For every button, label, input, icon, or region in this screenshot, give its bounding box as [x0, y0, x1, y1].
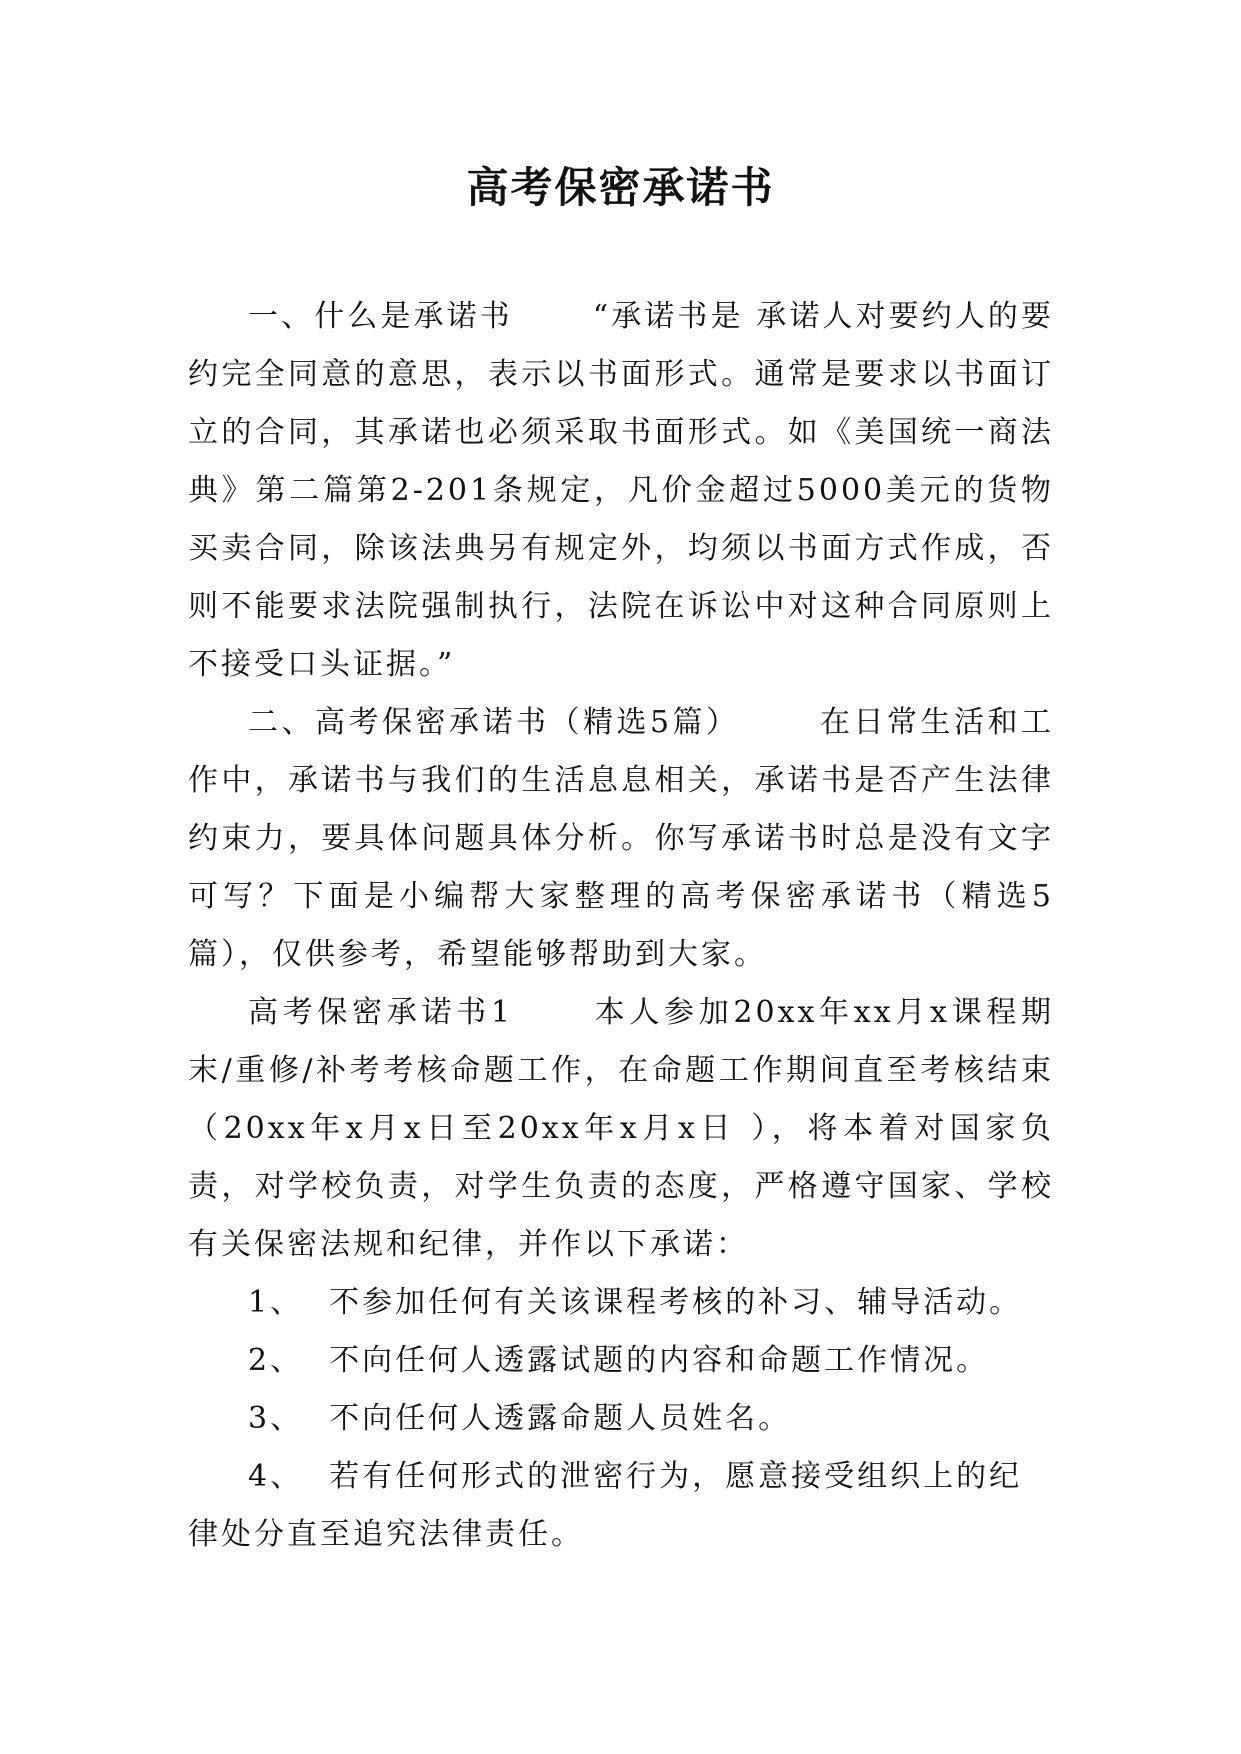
- section-selected-pledges: [188, 694, 1054, 984]
- item-text: 若有任何形式的泄密行为，愿意接受组织上的纪律处分直至追究法律责任。: [188, 1459, 1023, 1552]
- document-title: 高考保密承诺书: [466, 163, 775, 212]
- document-body: [188, 288, 1054, 1564]
- item-text: 不参加任何有关该课程考核的补习、辅导活动。: [329, 1285, 1023, 1320]
- letter-heading: 高考保密承诺书1: [248, 995, 513, 1030]
- pledge-item: [188, 1332, 1054, 1390]
- section-heading: 一、什么是承诺书: [248, 299, 513, 334]
- section-heading: 二、高考保密承诺书（精选5篇）: [248, 705, 740, 740]
- pledge-item: [188, 1448, 1054, 1564]
- pledge-item: [188, 1274, 1054, 1332]
- item-text: 不向任何人透露命题人员姓名。: [329, 1401, 792, 1436]
- section-what-is-pledge: [188, 288, 1054, 694]
- pledge-letter-1: [188, 984, 1054, 1274]
- item-number: 4、: [248, 1459, 304, 1494]
- item-number: 2、: [248, 1343, 304, 1378]
- section-text: 在日常生活和工作中，承诺书与我们的生活息息相关，承诺书是否产生法律约束力，要具体问题具体分析。你写承诺书时总是没有文字可写？下面是小编帮大家整理的高考保密承诺书（精选5篇），仅供参考，希望能够帮助到大家。: [188, 705, 1055, 972]
- item-number: 1、: [248, 1285, 304, 1320]
- pledge-item: [188, 1390, 1054, 1448]
- letter-text: 本人参加20xx年xx月x课程期末/重修/补考考核命题工作，在命题工作期间直至考核结束（20xx年x月x日至20xx年x月x日 ），将本着对国家负责，对学校负责，对学生负责的态度，严格遵守国家、学校有关保密法规和纪律，并作以下承诺：: [188, 995, 1054, 1262]
- item-text: 不向任何人透露试题的内容和命题工作情况。: [329, 1343, 990, 1378]
- section-text: “承诺书是 承诺人对要约人的要约完全同意的意思，表示以书面形式。通常是要求以书面订立的合同，其承诺也必须采取书面形式。如《美国统一商法典》第二篇第2-201条规定，凡价金超过5000美元的货物买卖合同，除该法典另有规定外，均须以书面方式作成，否则不能要求法院强制执行，法院在诉讼中对这种合同原则上不接受口头证据。”: [188, 299, 1055, 682]
- item-number: 3、: [248, 1401, 304, 1436]
